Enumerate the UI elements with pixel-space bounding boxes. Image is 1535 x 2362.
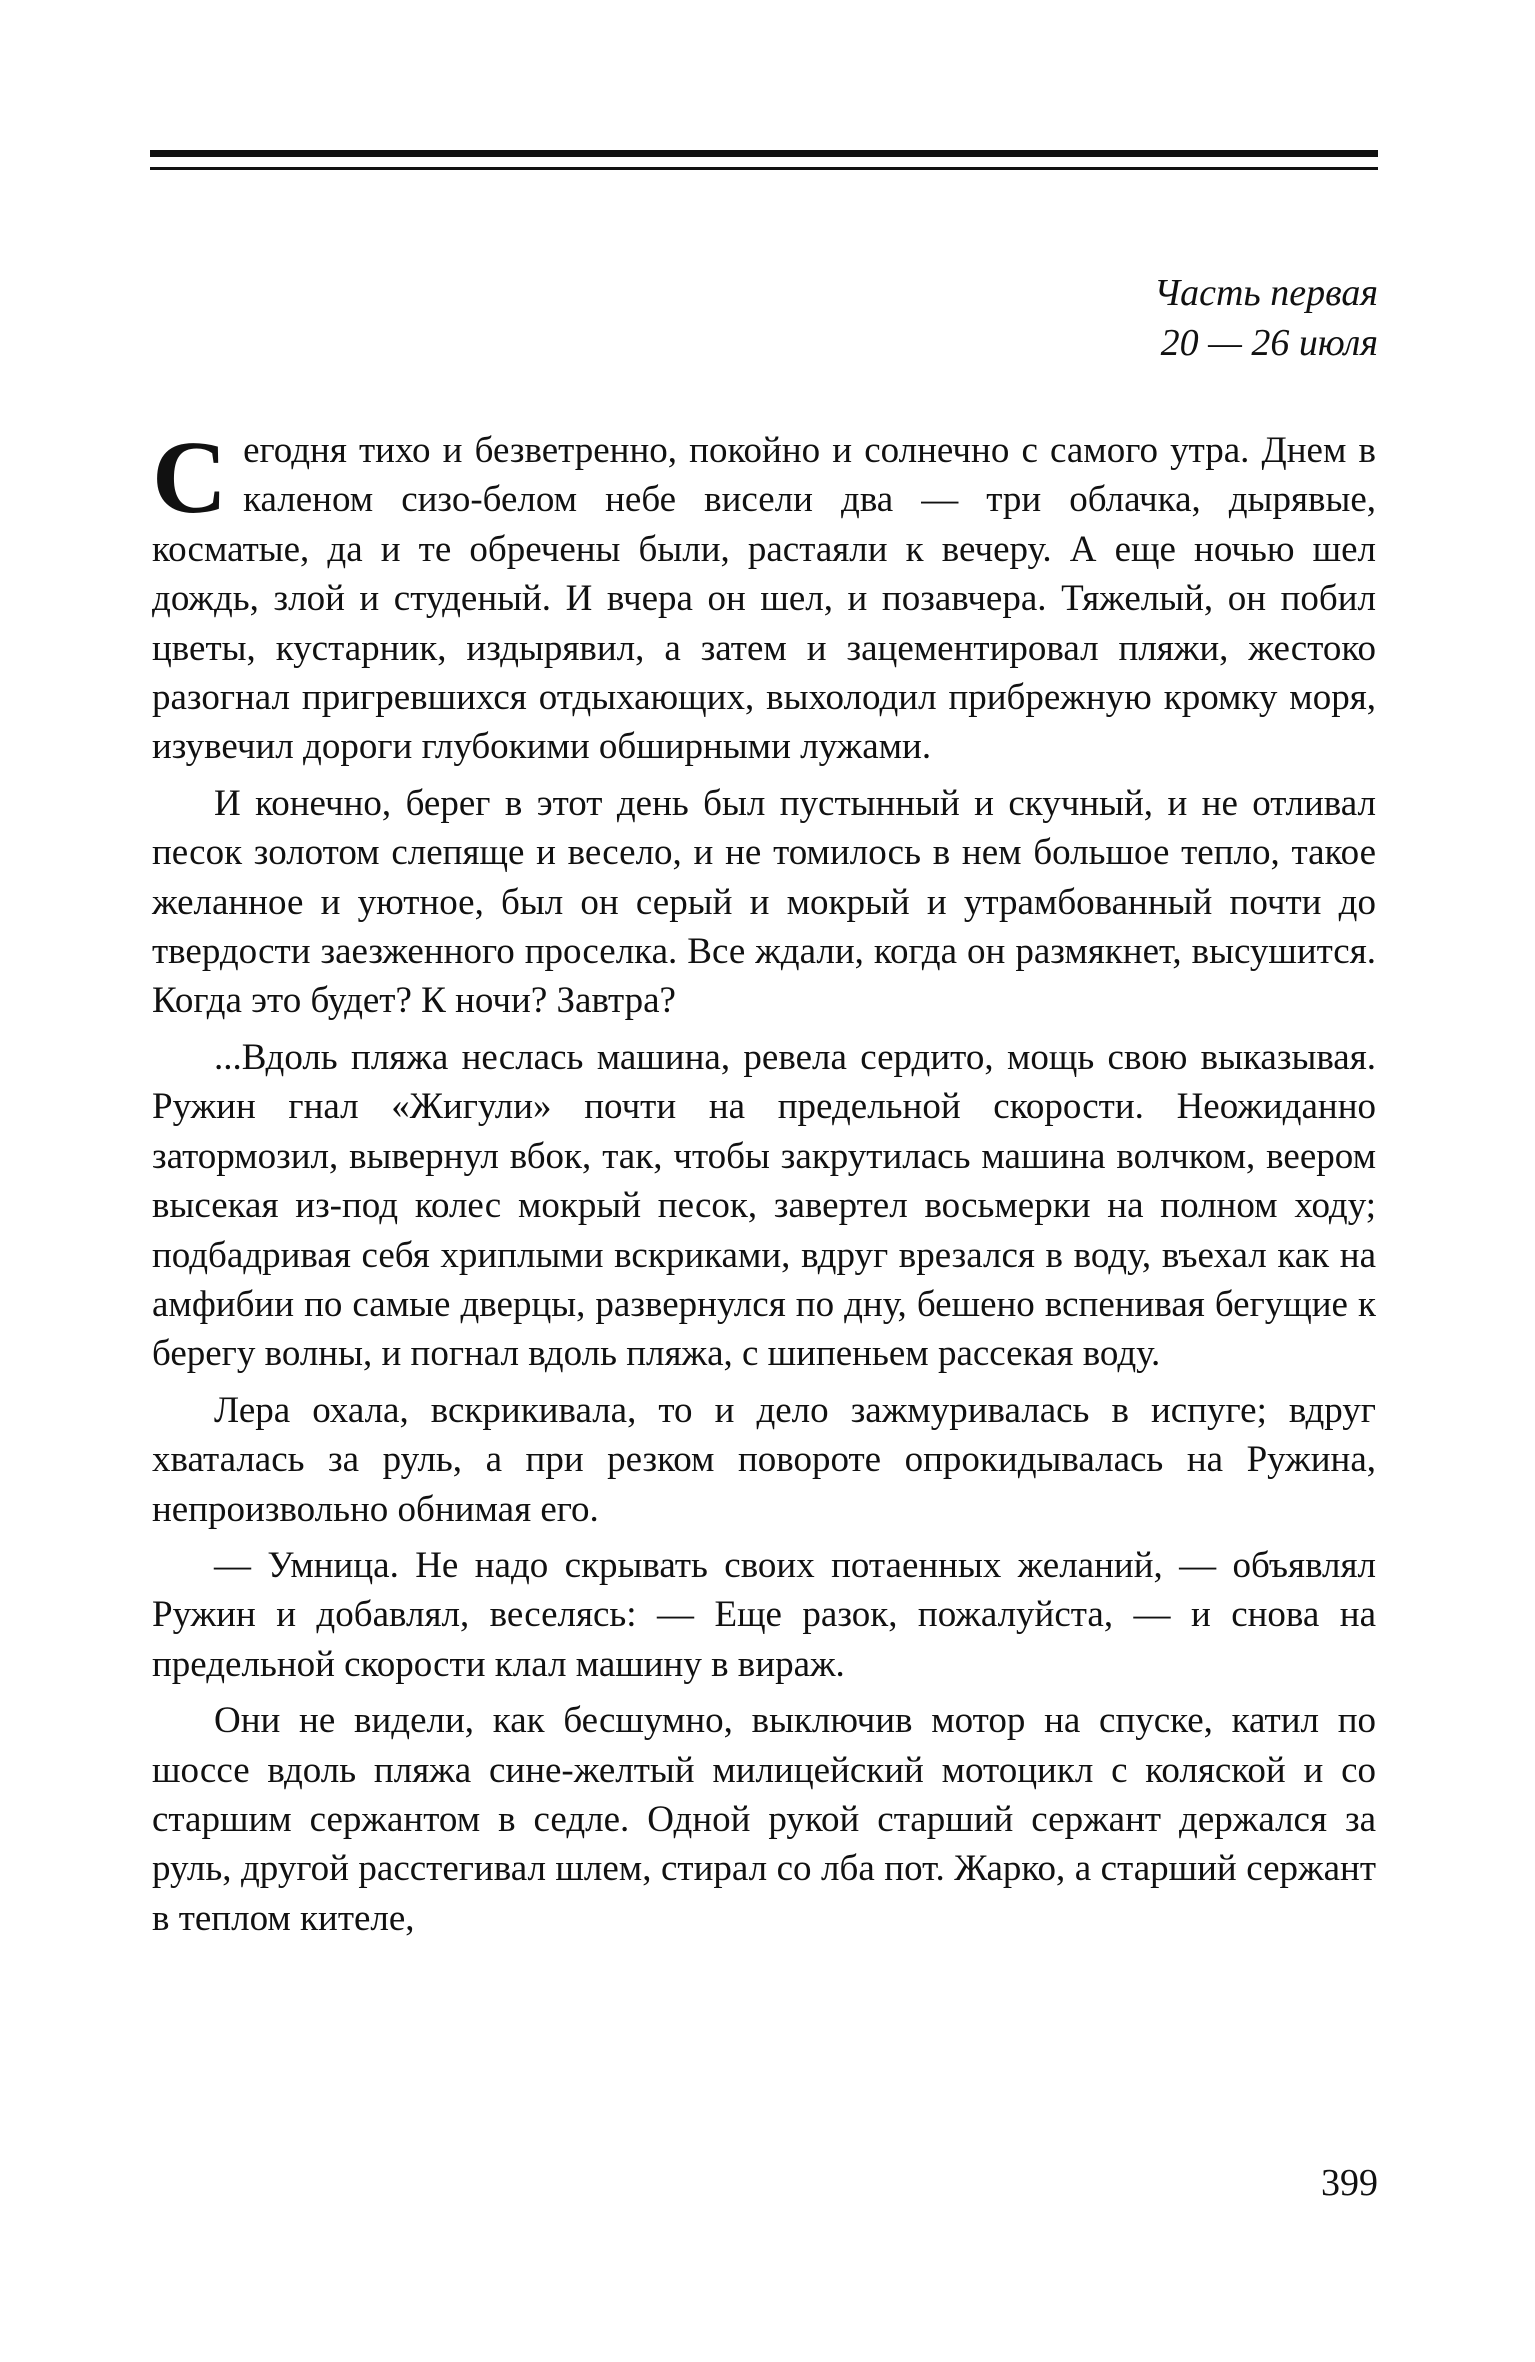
- page-number: 399: [1321, 2162, 1378, 2204]
- date-range: 20 — 26 июля: [1160, 322, 1378, 364]
- paragraph-6: Они не видели, как бесшумно, выключив мотор на спуске, катил по шоссе вдоль пляжа сине-желтый милицейский мотоцикл с коляской и со старшим сержантом в седле. Одной рукой старший сержант держался за руль, другой расстегивал шлем, стирал со лба пот. Жарко, а старший сержант в теплом кителе,: [152, 1700, 1376, 1939]
- body-text: [152, 420, 1376, 1943]
- paragraph-3: ...Вдоль пляжа неслась машина, ревела сердито, мощь свою выказывая. Ружин гнал «Жигули» почти на предельной скорости. Неожиданно затормозил, вывернул вбок, так, чтобы закрутилась машина волчком, веером высекая из-под колес мокрый песок, завертел восьмерки на полном ходу; подбадривая себя хриплыми вскриками, вдруг врезался в воду, въехал как на амфибии по самые дверцы, развернулся по дну, бешено вспенивая бегущие к берегу волны, и погнал вдоль пляжа, с шипеньем рассекая воду.: [152, 1036, 1376, 1375]
- paragraph-5: — Умница. Не надо скрывать своих потаенных желаний, — объявлял Ружин и добавлял, веселясь: — Еще разок, пожалуйста, — и снова на предельной скорости клал машину в вираж.: [152, 1544, 1376, 1685]
- paragraph-1: [152, 420, 1376, 772]
- paragraph-4: Лера охала, вскрикивала, то и дело зажмуривалась в испуге; вдруг хваталась за руль, а при резком повороте опрокидывалась на Ружина, непроизвольно обнимая его.: [152, 1389, 1376, 1530]
- header-rule-thick: [150, 150, 1378, 157]
- part-title: Часть первая: [1153, 272, 1378, 314]
- chapter-heading: [1154, 268, 1378, 368]
- header-rule-thin: [150, 167, 1378, 170]
- paragraph-2: И конечно, берег в этот день был пустынный и скучный, и не отливал песок золотом слепяще и весело, и не томилось в нем большое тепло, такое желанное и уютное, был он серый и мокрый и утрамбованный почти до твердости заезженного проселка. Все ждали, когда он размякнет, высушится. Когда это будет? К ночи? Завтра?: [152, 782, 1376, 1022]
- paragraph-1-text: егодня тихо и безветренно, покойно и солнечно с самого утра. Днем в каленом сизо-белом небе висели два — три облачка, дырявые, косматые, да и те обречены были, растаяли к вечеру. А еще ночью шел дождь, злой и студеный. И вчера он шел, и позавчера. Тяжелый, он побил цветы, кустарник, издырявил, а затем и зацементировал пляжи, жестоко разогнал пригревшихся отдыхающих, выхолодил прибрежную кромку моря, изувечил дороги глубокими обширными лужами.: [152, 430, 1376, 768]
- drop-cap: С: [152, 420, 228, 535]
